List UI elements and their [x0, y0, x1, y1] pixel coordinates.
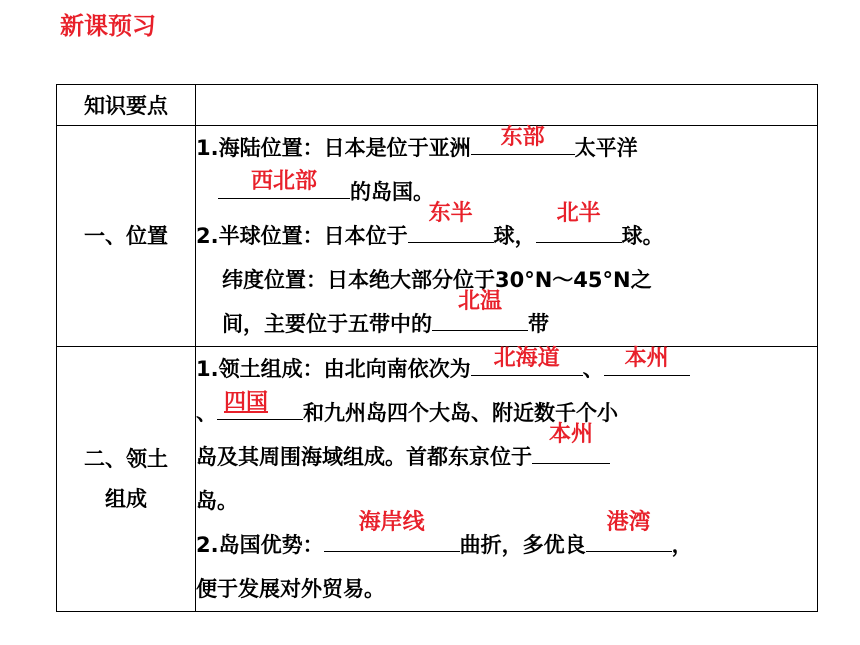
answer-text: 本州 [624, 346, 669, 371]
content-line [196, 126, 817, 170]
content-line [196, 567, 817, 611]
section-label-position: 一、位置 [57, 126, 196, 347]
content-line [196, 479, 817, 523]
text-segment: 岛及其周围海域组成。首都东京位于 [196, 445, 532, 469]
answer-text: 东部 [500, 125, 545, 150]
text-segment: 纬度位置：日本绝大部分位于30°N～45°N之 [222, 268, 652, 292]
text-segment: 的岛国。 [350, 180, 434, 204]
content-line [196, 289, 817, 346]
answer-blank [218, 169, 350, 199]
answer-blank [586, 510, 672, 552]
text-segment: 球， [493, 224, 536, 248]
answer-text: 北海道 [493, 346, 560, 371]
text-segment: 间，主要位于五带中的 [222, 312, 432, 336]
content-line [196, 347, 817, 391]
table-header-row [57, 85, 818, 126]
table-row [57, 347, 818, 612]
text-segment: 岛。 [196, 489, 238, 513]
text-segment: ， [671, 533, 693, 557]
text-segment: 2.半球位置：日本位于 [196, 224, 408, 248]
text-segment: 1.海陆位置：日本是位于亚洲 [196, 136, 471, 160]
answer-text: 海岸线 [358, 510, 425, 535]
content-line [196, 422, 817, 479]
answer-blank [604, 346, 690, 376]
answer-blank [324, 510, 460, 552]
answer-blank [471, 346, 583, 376]
answer-blank [217, 390, 303, 420]
answer-text: 北温 [457, 289, 502, 314]
text-segment: 和九州岛四个大岛、附近数千个小 [303, 401, 618, 425]
table-row [57, 126, 818, 347]
text-segment: 便于发展对外贸易。 [196, 577, 385, 601]
answer-text: 西北部 [250, 169, 317, 194]
text-segment: 2.岛国优势： [196, 533, 324, 557]
answer-blank [432, 289, 528, 331]
content-line [196, 201, 817, 258]
table-header-cell: 知识要点 [57, 85, 196, 126]
table-header-empty-cell [196, 85, 818, 126]
answer-blank [408, 201, 494, 243]
content-line [196, 391, 817, 435]
text-segment: 1.领土组成：由北向南依次为 [196, 357, 471, 381]
text-segment: 带 [528, 312, 549, 336]
section-content-territory [196, 347, 818, 612]
answer-text: 四国 [223, 390, 268, 415]
answer-blank [532, 422, 610, 464]
answer-text: 北半 [556, 201, 601, 226]
text-segment: 太平洋 [574, 136, 638, 160]
text-segment: 、 [196, 401, 217, 425]
text-segment: 曲折，多优良 [459, 533, 586, 557]
content-line [196, 170, 817, 214]
section-label-line: 二、领土 [84, 447, 168, 471]
page-title: 新课预习 [60, 12, 156, 40]
answer-text: 东半 [428, 201, 473, 226]
content-line [196, 510, 817, 567]
section-content-position [196, 126, 818, 347]
text-segment: 、 [582, 357, 604, 381]
section-label-line: 组成 [105, 487, 147, 511]
answer-blank [536, 201, 622, 243]
text-segment: 球。 [621, 224, 664, 248]
answer-text: 本州 [548, 422, 593, 447]
section-label-territory [57, 347, 196, 612]
answer-blank [471, 125, 575, 155]
answer-text: 港湾 [606, 510, 651, 535]
knowledge-table [56, 84, 818, 612]
